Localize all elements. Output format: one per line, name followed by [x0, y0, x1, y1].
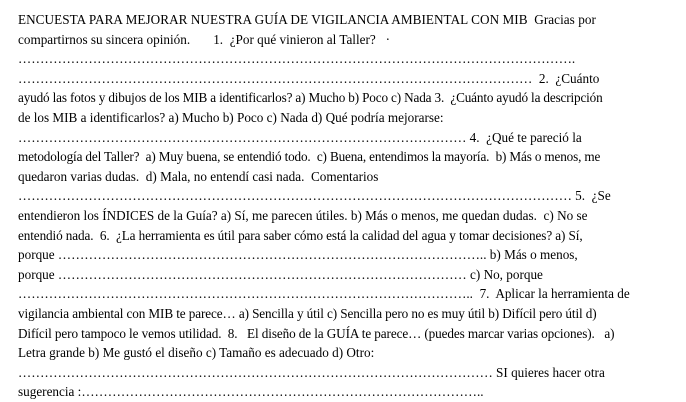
document-line: de los MIB a identificarlos? a) Mucho b) Poco c) Nada d) Qué podría mejorarse:: [18, 109, 444, 125]
document-line: metodología del Taller? a) Muy buena, se entendió todo. c) Buena, entendimos la mayoría. b) Más o menos, me: [18, 149, 601, 165]
document-line: entendió nada. 6. ¿La herramienta es útil para saber cómo está la calidad del agua y tomar decisiones? a) Sí,: [18, 227, 583, 243]
document-line: ………………………………………………………………………………………….. 7. Aplicar la herramienta de: [18, 286, 630, 302]
document-line: Letra grande b) Me gustó el diseño c) Tamaño es adecuado d) Otro:: [18, 345, 375, 361]
document-line: ……………………………………………………………………………………………………………… 5. ¿Se: [18, 188, 611, 204]
document-line: ……………………………………………………………………………………………………… 2. ¿Cuánto: [18, 70, 600, 86]
document-line-title: ENCUESTA PARA MEJORAR NUESTRA GUÍA DE VIGILANCIA AMBIENTAL CON MIB Gracias por: [18, 12, 596, 27]
document-line: ……………………………………………………………………………………………………………….: [18, 51, 576, 67]
document-line: entendieron los ÍNDICES de la Guía? a) Sí, me parecen útiles. b) Más o menos, me quedan dudas. c) No se: [18, 207, 588, 223]
document-line: porque ………………………………………………………………………………… c) No, porque: [18, 266, 543, 282]
document-line: quedaron varias dudas. d) Mala, no entendí casi nada. Comentarios: [18, 168, 379, 184]
document-line: ……………………………………………………………………………………………… SI quieres hacer otra: [18, 364, 605, 380]
document-line: vigilancia ambiental con MIB te parece… a) Sencilla y útil c) Sencilla pero no es muy útil b) Difícil pero útil d): [18, 305, 597, 321]
document-line: ayudó las fotos y dibujos de los MIB a identificarlos? a) Mucho b) Poco c) Nada 3. ¿Cuánto ayudó la descripción: [18, 90, 603, 106]
document-line: ………………………………………………………………………………………… 4. ¿Qué te pareció la: [18, 129, 582, 145]
document-line: compartirnos su sincera opinión. 1. ¿Por qué vinieron al Taller? ·: [18, 31, 391, 47]
document-line: Difícil pero tampoco le vemos utilidad. 8. El diseño de la GUÍA te parece… (puedes marcar varias opciones). a): [18, 325, 615, 341]
document-line: porque …………………………………………………………………………………….. b) Más o menos,: [18, 247, 578, 263]
document-line: sugerencia :………………………………………………………………………………..: [18, 384, 484, 400]
